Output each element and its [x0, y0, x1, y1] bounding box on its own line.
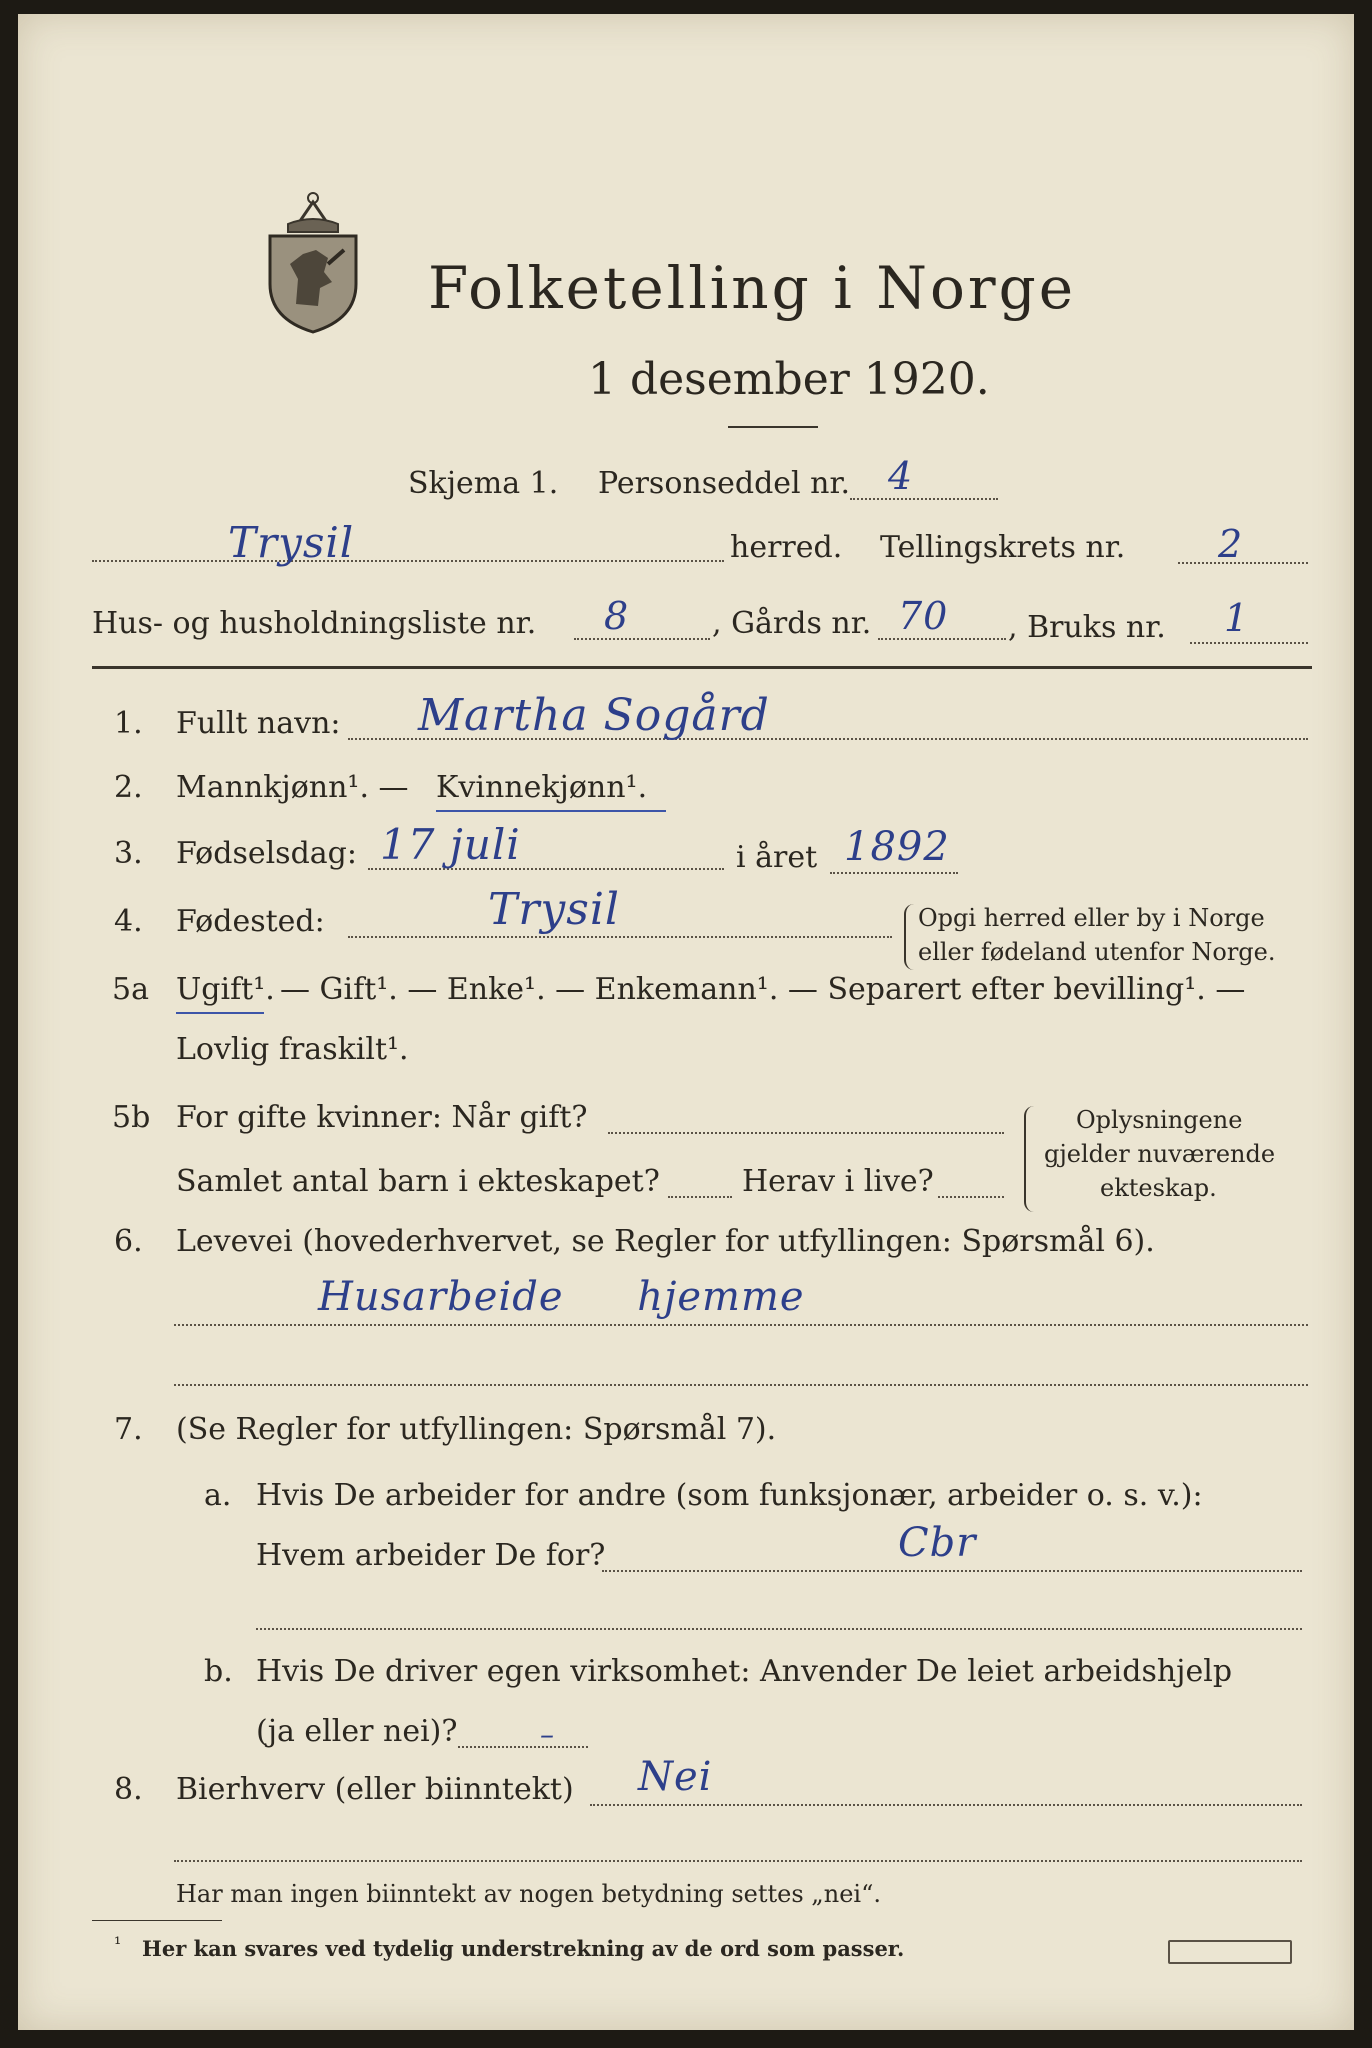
occupation-value[interactable]: Husarbeide hjemme — [318, 1274, 805, 1320]
q7b-line1: Hvis De driver egen virksomhet: Anvender De leiet arbeidshjelp — [256, 1654, 1233, 1689]
q5b-note-2: gjelder nuværende — [1044, 1140, 1276, 1168]
schema-label: Skjema 1. — [408, 466, 559, 501]
birthplace-value[interactable]: Trysil — [488, 884, 620, 935]
q2-mann: Mannkjønn¹. — — [176, 770, 409, 805]
q5b-herav: Herav i live? — [742, 1164, 934, 1199]
footnote-mark: ¹ — [114, 1934, 122, 1955]
q3-year-line — [830, 872, 958, 874]
q3-label: Fødselsdag: — [176, 836, 357, 871]
employer-value[interactable]: Cbr — [898, 1520, 977, 1566]
q6-label: Levevei (hovederhvervet, se Regler for utfyllingen: Spørsmål 6). — [176, 1224, 1155, 1259]
q7-number: 7. — [114, 1412, 143, 1447]
q8-number: 8. — [114, 1772, 143, 1807]
printer-stamp — [1168, 1940, 1292, 1964]
husliste-label: Hus- og husholdningsliste nr. — [92, 606, 537, 641]
header-divider — [92, 666, 1312, 669]
title-divider — [728, 426, 818, 428]
q8-label: Bierhverv (eller biinntekt) — [176, 1772, 574, 1807]
q8-line — [590, 1804, 1302, 1806]
husliste-line — [574, 638, 710, 640]
q4-note-1: Opgi herred eller by i Norge — [918, 904, 1265, 932]
q2-kvinne: Kvinnekjønn¹. — [436, 770, 648, 805]
q5b-note-3: ekteskap. — [1100, 1174, 1217, 1202]
q6-line-2 — [174, 1384, 1308, 1386]
q1-number: 1. — [114, 706, 143, 741]
q7b-line2: (ja eller nei)? — [256, 1714, 458, 1749]
bruks-value[interactable]: 1 — [1224, 596, 1250, 640]
q4-number: 4. — [114, 904, 143, 939]
q7a-line2: Hvem arbeider De for? — [256, 1538, 606, 1573]
gards-label: , Gårds nr. — [712, 606, 872, 641]
q5b-children-line — [668, 1196, 732, 1198]
ugift-underline — [176, 1012, 264, 1014]
census-date: 1 desember 1920. — [588, 354, 990, 405]
personseddel-line — [850, 498, 998, 500]
birth-year-value[interactable]: 1892 — [844, 824, 950, 870]
form-title: Folketelling i Norge — [428, 254, 1077, 322]
q5a-line2: Lovlig fraskilt¹. — [176, 1032, 409, 1067]
hired-help-value[interactable]: – — [540, 1718, 555, 1751]
full-name-value[interactable]: Martha Sogård — [418, 690, 770, 741]
footer-note: Har man ingen biinntekt av nogen betydning settes „nei“. — [176, 1880, 881, 1908]
census-form — [18, 14, 1354, 2030]
footnote-divider — [92, 1920, 222, 1921]
coat-of-arms-icon — [258, 184, 368, 334]
q4-label: Fødested: — [176, 904, 325, 939]
q5b-herav-line — [938, 1196, 1004, 1198]
q7b-letter: b. — [204, 1654, 233, 1689]
q5b-brace — [1024, 1106, 1036, 1212]
q7b-line — [458, 1746, 588, 1748]
herred-label: herred. — [730, 530, 843, 565]
q7a-line — [602, 1570, 1302, 1572]
bruks-line — [1190, 642, 1308, 644]
personseddel-value[interactable]: 4 — [888, 454, 914, 498]
gards-line — [878, 638, 1006, 640]
q1-label: Fullt navn: — [176, 706, 341, 741]
personseddel-label: Personseddel nr. — [598, 466, 851, 501]
q6-number: 6. — [114, 1224, 143, 1259]
q7a-letter: a. — [204, 1478, 232, 1513]
kvinne-underline — [436, 810, 666, 812]
q3-year-label: i året — [736, 840, 818, 875]
q6-line-1 — [174, 1324, 1308, 1326]
q2-number: 2. — [114, 770, 143, 805]
q5b-note-1: Oplysningene — [1076, 1106, 1243, 1134]
q8-line-extra — [174, 1860, 1302, 1862]
q5a-options: — Gift¹. — Enke¹. — Enkemann¹. — Separert efter bevilling¹. — — [280, 972, 1246, 1007]
side-income-value[interactable]: Nei — [638, 1754, 713, 1800]
q5a-ugift: Ugift¹. — [176, 972, 275, 1007]
husliste-value[interactable]: 8 — [604, 594, 630, 638]
q7a-line-extra — [256, 1628, 1302, 1630]
tellingskrets-value[interactable]: 2 — [1218, 522, 1244, 566]
q5a-number: 5a — [112, 972, 149, 1007]
birthday-value[interactable]: 17 juli — [380, 820, 521, 869]
footnote-text: Her kan svares ved tydelig understrekning av de ord som passer. — [142, 1936, 905, 1961]
herred-value[interactable]: Trysil — [228, 518, 355, 567]
q7-label: (Se Regler for utfyllingen: Spørsmål 7). — [176, 1412, 777, 1447]
q3-number: 3. — [114, 836, 143, 871]
bruks-label: , Bruks nr. — [1008, 610, 1166, 645]
q4-note-2: eller fødeland utenfor Norge. — [918, 938, 1276, 966]
q5b-number: 5b — [112, 1100, 151, 1135]
gards-value[interactable]: 70 — [898, 594, 949, 638]
q4-line — [348, 936, 892, 938]
q5b-label: For gifte kvinner: Når gift? — [176, 1100, 588, 1135]
tellingskrets-label: Tellingskrets nr. — [880, 530, 1126, 565]
herred-line — [92, 560, 724, 562]
q4-brace — [904, 904, 914, 970]
q5b-line — [608, 1132, 1004, 1134]
q5b-line2: Samlet antal barn i ekteskapet? — [176, 1164, 660, 1199]
q7a-line1: Hvis De arbeider for andre (som funksjonær, arbeider o. s. v.): — [256, 1478, 1203, 1513]
